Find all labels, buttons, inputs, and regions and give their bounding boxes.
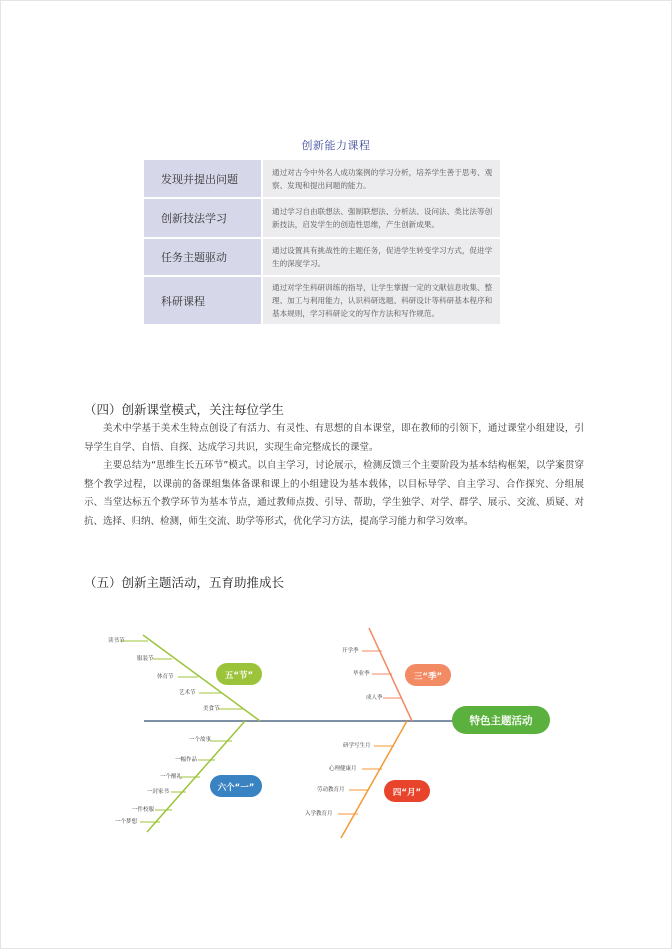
section4-paragraph-2: 主要总结为“思维生长五环节”模式。以自主学习，讨论展示，检测反馈三个主要阶段为基本结构框架，以学案贯穿整个教学过程，以课前的备课组集体备课和课上的小组建设为基本载体，以目标导学、自主学习、合作探究、分组展示、当堂达标五个教学环节为基本节点，通过教师点拨、引导、帮助，学生独学、对学、群学、展示、交流、质疑、对抗、选择、归纳、检测，师生交流、助学等形式，优化学习方法，提高学习能力和学习效率。 xyxy=(84,460,584,527)
section5-heading: （五）创新主题活动，五育助推成长 xyxy=(84,575,285,590)
table-row xyxy=(144,239,500,275)
bone-label: 毕业季 xyxy=(353,671,370,677)
fishbone-diagram xyxy=(100,620,570,840)
badge-jie xyxy=(216,663,262,685)
bone-label: 一个醒礼 xyxy=(160,774,183,780)
bone-label: 一件校服 xyxy=(132,807,155,813)
course-desc: 通过设置具有挑战性的主题任务，促进学生转变学习方式，促进学生的深度学习。 xyxy=(261,239,500,275)
bone-label: 劳动教育月 xyxy=(317,787,345,793)
bone-label: 一个故事 xyxy=(189,737,212,743)
bone-label: 美食节 xyxy=(203,706,220,712)
bone-label: 心理健康月 xyxy=(329,766,357,772)
bone-label: 服装节 xyxy=(137,656,154,662)
bone-label: 研学写生月 xyxy=(343,743,371,749)
table-title: 创新能力课程 xyxy=(301,139,371,152)
branch-yue-line xyxy=(341,721,407,838)
badge-ji-label: 三“季” xyxy=(413,672,443,682)
bone-label: 开学季 xyxy=(342,648,359,654)
badge-yi-label: 六个“一” xyxy=(217,783,255,793)
table-row xyxy=(144,199,500,237)
course-name: 创新技法学习 xyxy=(144,199,261,237)
course-desc: 通过对学生科研训练的指导，让学生掌握一定的文献信息收集、整理、加工与利用能力，认识科研选题、科研设计等科研基本程序和基本规则，学习科研论文的写作方法和写作规范。 xyxy=(261,277,500,324)
bone-label: 一封家书 xyxy=(147,789,170,795)
badge-yi xyxy=(210,775,262,797)
badge-yue-label: 四“月” xyxy=(392,788,422,798)
section4-paragraph-1: 美术中学基于美术生特点创设了有活力、有灵性、有思想的自本课堂，即在教师的引领下，通过课堂小组建设，引导学生自学、自悟、自探、达成学习共识，实现生命完整成长的课堂。 xyxy=(84,423,584,453)
table-row xyxy=(144,160,500,197)
course-desc: 通过对古今中外名人成功案例的学习分析，培养学生善于思考、观察、发现和提出问题的能力。 xyxy=(261,160,500,197)
table-row xyxy=(144,277,500,324)
course-name: 科研课程 xyxy=(144,277,261,324)
bone-label: 成人季 xyxy=(366,695,383,701)
bone-label: 一个梦想 xyxy=(115,819,138,825)
course-name: 任务主题驱动 xyxy=(144,239,261,275)
bone-label: 入学教育月 xyxy=(305,811,333,817)
course-table xyxy=(144,158,500,326)
bone-label: 艺术节 xyxy=(179,690,196,696)
fishbone-head-label: 特色主题活动 xyxy=(469,715,533,727)
bone-label: 读书节 xyxy=(108,638,125,644)
bone-label: 一幅作品 xyxy=(175,757,198,763)
course-desc: 通过学习自由联想法、强制联想法、分析法、设问法、类比法等创新技法，启发学生的创造性思维，产生创新成果。 xyxy=(261,199,500,237)
section4-heading: （四）创新课堂模式，关注每位学生 xyxy=(84,402,285,417)
badge-ji xyxy=(405,664,451,686)
badge-yue xyxy=(384,780,430,802)
bone-label: 体育节 xyxy=(157,674,174,680)
badge-jie-label: 五“节” xyxy=(224,671,254,681)
course-name: 发现并提出问题 xyxy=(144,160,261,197)
fishbone-head xyxy=(452,706,550,734)
